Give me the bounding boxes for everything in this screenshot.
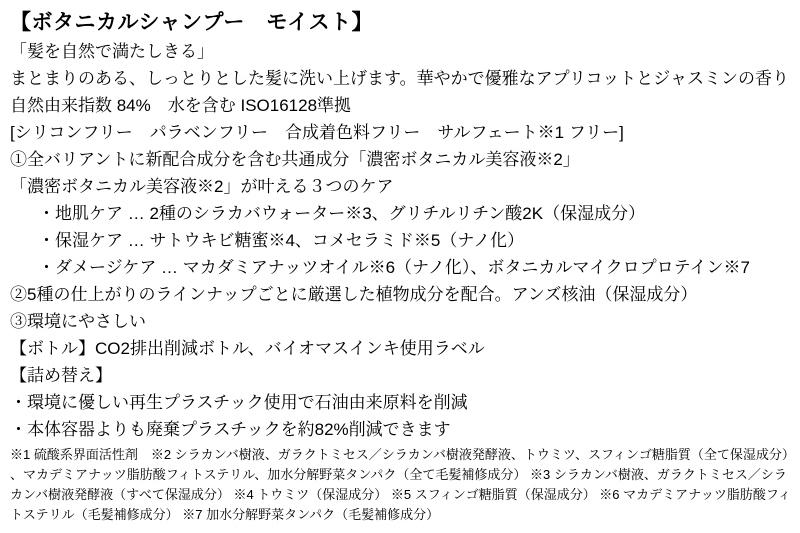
description-line: まとまりのある、しっとりとした髪に洗い上げます。華やかで優雅なアプリコットとジャスミンの香り <box>10 69 789 88</box>
natural-index-line: 自然由来指数 84% 水を含む ISO16128準拠 <box>10 96 352 115</box>
refill-heading-line: 【詰め替え】 <box>10 366 112 385</box>
catchphrase-line: 「髪を自然で満たしきる」 <box>10 42 214 61</box>
footnotes-text: ※1 硫酸系界面活性剤 ※2 シラカンバ樹液、ガラクトミセス／シラカンバ樹液発酵液、トウミツ、スフィンゴ糖脂質（全て保湿成分）、マカデミアナッツ脂肪酸フィトステリル、加水分解野菜タンパク（全て毛髪補修成分） ※3 シラカンバ樹液、ガラクトミセス／シラカンバ樹液発酵液（すべて保湿成分） ※4 トウミツ（保湿成分） ※5 スフィンゴ糖脂質（保湿成分） ※6 マカデミアナッツ脂肪酸フィトステリル（毛髪補修成分） ※7 加水分解野菜タンパク（毛髪補修成分） <box>10 447 791 522</box>
free-claims-line: [シリコンフリー パラベンフリー 合成着色料フリー サルフェート※1 フリー] <box>10 123 624 142</box>
refill-item-recycled-plastic: ・環境に優しい再生プラスチック使用で石油由来原料を削減 <box>10 393 468 412</box>
feature-1-line: ①全バリアントに新配合成分を含む共通成分「濃密ボタニカル美容液※2」 <box>10 150 580 169</box>
feature-2-line: ②5種の仕上がりのラインナップごとに厳選した植物成分を配合。アンズ核油（保湿成分） <box>10 285 698 304</box>
scalp-care-item: ・地肌ケア … 2種のシラカバウォーター※3、グリチルリチン酸2K（保湿成分） <box>38 204 646 223</box>
moisture-care-item: ・保湿ケア … サトウキビ糖蜜※4、コメセラミド※5（ナノ化） <box>38 231 525 250</box>
bottle-line: 【ボトル】CO2排出削減ボトル、バイオマスインキ使用ラベル <box>10 339 485 358</box>
damage-care-item: ・ダメージケア … マカダミアナッツオイル※6（ナノ化）、ボタニカルマイクロプロテイン※7 <box>38 258 750 277</box>
product-title: 【ボタニカルシャンプー モイスト】 <box>10 11 374 34</box>
serum-three-cares-line: 「濃密ボタニカル美容液※2」が叶える３つのケア <box>10 177 394 196</box>
refill-item-waste-reduction: ・本体容器よりも廃棄プラスチックを約82%削減できます <box>10 420 451 439</box>
feature-3-line: ③環境にやさしい <box>10 312 146 331</box>
